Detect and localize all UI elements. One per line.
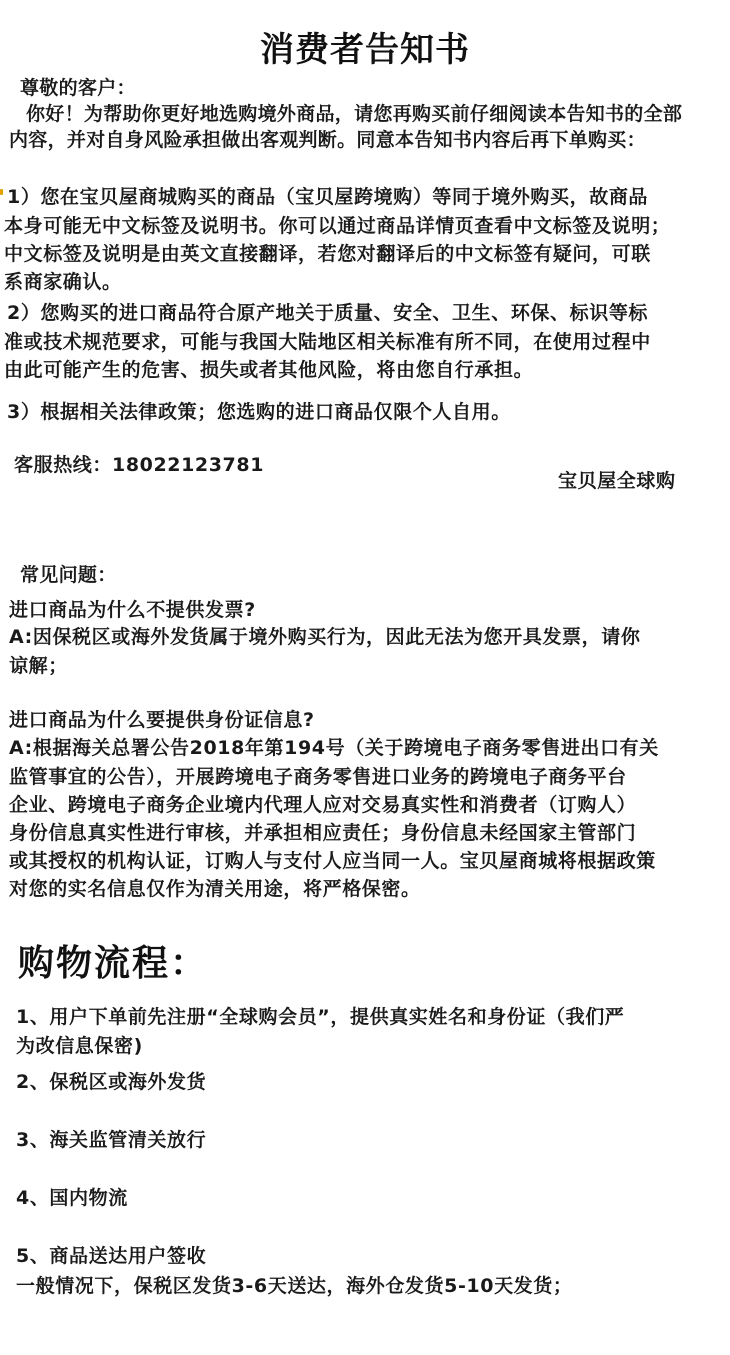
- faq-heading: 常见问题：: [20, 564, 117, 586]
- faq-answer: 身份信息真实性进行审核，并承担相应责任；身份信息未经国家主管部门: [9, 822, 637, 844]
- flow-step-4: 4、国内物流: [16, 1187, 128, 1209]
- faq-question: 进口商品为什么不提供发票?: [9, 599, 256, 621]
- notice-item-2: 由此可能产生的危害、损失或者其他风险，将由您自行承担。: [4, 359, 534, 381]
- notice-item-1: 中文标签及说明是由英文直接翻译，若您对翻译后的中文标签有疑问，可联: [4, 243, 651, 265]
- flow-step-1: 1、用户下单前先注册“全球购会员”，提供真实姓名和身份证（我们严: [16, 1006, 625, 1028]
- notice-item-1: 1）您在宝贝屋商城购买的商品（宝贝屋跨境购）等同于境外购买，故商品: [7, 186, 649, 208]
- intro-line: 内容，并对自身风险承担做出客观判断。同意本告知书内容后再下单购买：: [9, 129, 646, 151]
- notice-item-2: 2）您购买的进口商品符合原产地关于质量、安全、卫生、环保、标识等标: [7, 302, 649, 324]
- intro-line: 你好！为帮助你更好地选购境外商品，请您再购买前仔细阅读本告知书的全部: [26, 103, 683, 125]
- faq-answer: 谅解；: [9, 655, 68, 677]
- flow-step-1: 为改信息保密): [16, 1035, 143, 1057]
- notice-item-1: 本身可能无中文标签及说明书。你可以通过商品详情页查看中文标签及说明；: [4, 215, 671, 237]
- faq-answer: 或其授权的机构认证，订购人与支付人应当同一人。宝贝屋商城将根据政策: [9, 850, 656, 872]
- faq-answer: A:因保税区或海外发货属于境外购买行为，因此无法为您开具发票，请你: [9, 626, 641, 648]
- flow-step-3: 3、海关监管清关放行: [16, 1129, 207, 1151]
- accent-mark: [0, 189, 3, 195]
- hotline: 客服热线：18022123781: [14, 454, 265, 476]
- delivery-note: 一般情况下，保税区发货3-6天送达，海外仓发货5-10天发货；: [16, 1275, 573, 1297]
- notice-item-2: 准或技术规范要求，可能与我国大陆地区相关标准有所不同，在使用过程中: [4, 331, 651, 353]
- flow-step-5: 5、商品送达用户签收: [16, 1245, 207, 1267]
- shopping-flow-heading: 购物流程：: [18, 943, 209, 984]
- notice-item-1: 系商家确认。: [4, 271, 122, 293]
- faq-answer: 企业、跨境电子商务企业境内代理人应对交易真实性和消费者（订购人）: [9, 794, 637, 816]
- store-signature: 宝贝屋全球购: [558, 470, 676, 492]
- faq-answer: 对您的实名信息仅作为清关用途，将严格保密。: [9, 878, 421, 900]
- greeting: 尊敬的客户：: [20, 77, 136, 99]
- page-title: 消费者告知书: [260, 30, 470, 70]
- faq-answer: 监管事宜的公告），开展跨境电子商务零售进口业务的跨境电子商务平台: [9, 766, 627, 788]
- flow-step-2: 2、保税区或海外发货: [16, 1071, 207, 1093]
- notice-item-3: 3）根据相关法律政策；您选购的进口商品仅限个人自用。: [7, 401, 511, 423]
- faq-question: 进口商品为什么要提供身份证信息?: [9, 709, 315, 731]
- faq-answer: A:根据海关总署公告2018年第194号（关于跨境电子商务零售进出口有关: [9, 737, 659, 759]
